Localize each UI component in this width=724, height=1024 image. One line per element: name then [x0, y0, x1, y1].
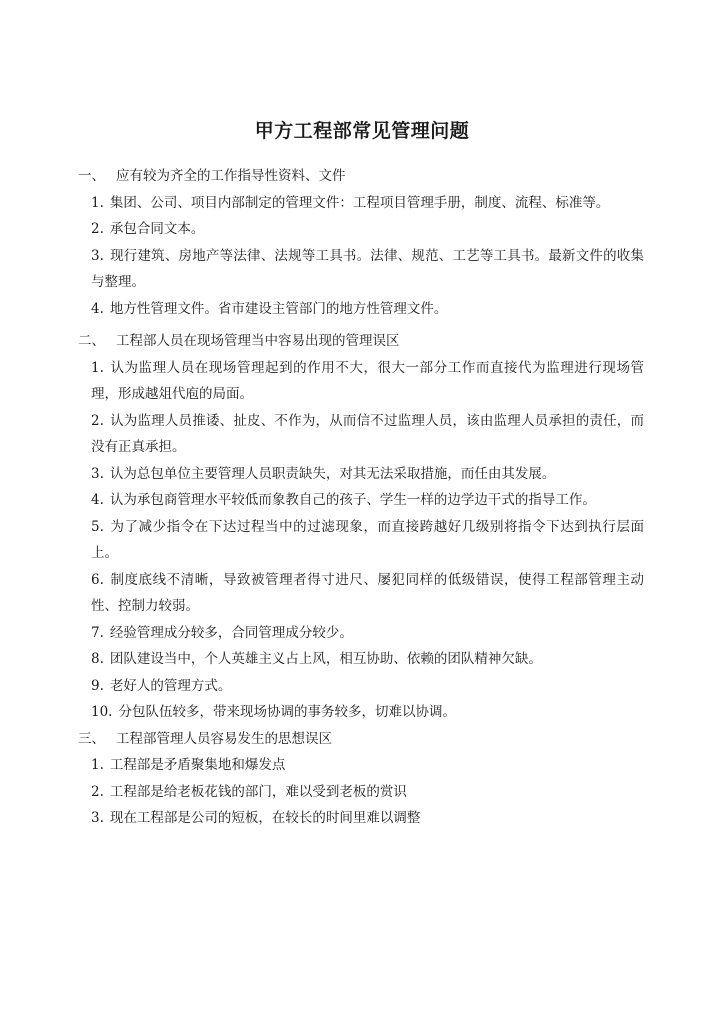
section-heading-text: 应有较为齐全的工作指导性资料、文件 [116, 168, 346, 184]
item-number: 3. [91, 465, 104, 482]
item-number: 4. [91, 492, 104, 508]
item-text: 认为总包单位主要管理人员职责缺失，对其无法采取措施，而任由其发展。 [109, 465, 556, 482]
item-number: 2. [91, 412, 104, 429]
item-text: 现行建筑、房地产等法律、法规等工具书。法律、规范、工艺等工具书。最新文件的收集与整理。 [91, 247, 644, 290]
item-text: 认为监理人员在现场管理起到的作用不大，很大一部分工作而直接代为监理进行现场管理，形成越俎代庖的局面。 [91, 359, 644, 402]
section-1 [78, 163, 644, 322]
item-number: 1. [91, 757, 104, 773]
item-number: 2. [91, 221, 104, 237]
list-item [78, 355, 644, 408]
item-number: 10. [91, 704, 113, 720]
section-heading [78, 163, 644, 190]
item-text: 为了减少指令在下达过程当中的过滤现象，而直接跨越好几级别将指令下达到执行层面上。 [91, 518, 644, 561]
item-text: 工程部是矛盾聚集地和爆发点 [109, 757, 286, 773]
item-text: 认为监理人员推诿、扯皮、不作为，从而信不过监理人员，该由监理人员承担的责任，而没有正真承担。 [91, 412, 644, 455]
list-item [78, 408, 644, 461]
item-number: 9. [91, 677, 104, 694]
document-body [78, 163, 644, 832]
item-text: 团队建设当中，个人英雄主义占上风，相互协助、依赖的团队精神欠缺。 [109, 651, 542, 667]
item-number: 7. [91, 624, 104, 641]
section-number: 一、 [78, 168, 105, 184]
list-item [78, 243, 644, 296]
item-number: 6. [91, 571, 104, 588]
section-3 [78, 726, 644, 832]
item-number: 4. [91, 300, 104, 317]
section-2 [78, 328, 644, 726]
item-text: 老好人的管理方式。 [109, 677, 232, 694]
list-item [78, 514, 644, 567]
list-item [78, 567, 644, 620]
list-item [78, 216, 644, 243]
list-item [78, 779, 644, 806]
section-heading [78, 328, 644, 355]
list-item [78, 487, 644, 514]
item-number: 1. [91, 194, 104, 211]
section-number: 三、 [78, 730, 105, 747]
item-number: 3. [91, 247, 104, 264]
list-item [78, 461, 644, 488]
list-item [78, 699, 644, 726]
item-text: 制度底线不清晰，导致被管理者得寸进尺、屡犯同样的低级错误，使得工程部管理主动性、控制力较弱。 [91, 571, 644, 614]
list-item [78, 752, 644, 779]
item-text: 集团、公司、项目内部制定的管理文件：工程项目管理手册，制度、流程、标准等。 [109, 194, 610, 211]
section-heading-text: 工程部管理人员容易发生的思想误区 [116, 730, 332, 747]
list-item [78, 805, 644, 832]
item-text: 地方性管理文件。省市建设主管部门的地方性管理文件。 [109, 300, 448, 317]
item-text: 现在工程部是公司的短板，在较长的时间里难以调整 [109, 810, 421, 826]
section-heading [78, 726, 644, 753]
item-number: 5. [91, 518, 104, 535]
list-item [78, 620, 644, 647]
item-text: 认为承包商管理水平较低而象教自己的孩子、学生一样的边学边干式的指导工作。 [109, 492, 596, 508]
item-number: 1. [91, 359, 104, 376]
section-heading-text: 工程部人员在现场管理当中容易出现的管理误区 [116, 333, 400, 349]
item-text: 工程部是给老板花钱的部门，难以受到老板的赏识 [109, 783, 407, 800]
list-item [78, 296, 644, 323]
item-text: 经验管理成分较多，合同管理成分较少。 [109, 624, 353, 641]
item-number: 3. [91, 810, 104, 826]
list-item [78, 646, 644, 673]
item-text: 分包队伍较多，带来现场协调的事务较多，切难以协调。 [118, 704, 456, 720]
list-item [78, 673, 644, 700]
page-title: 甲方工程部常见管理问题 [254, 120, 470, 142]
item-number: 8. [91, 651, 104, 667]
section-number: 二、 [78, 333, 105, 349]
list-item [78, 190, 644, 217]
item-text: 承包合同文本。 [109, 221, 205, 237]
item-number: 2. [91, 783, 104, 800]
